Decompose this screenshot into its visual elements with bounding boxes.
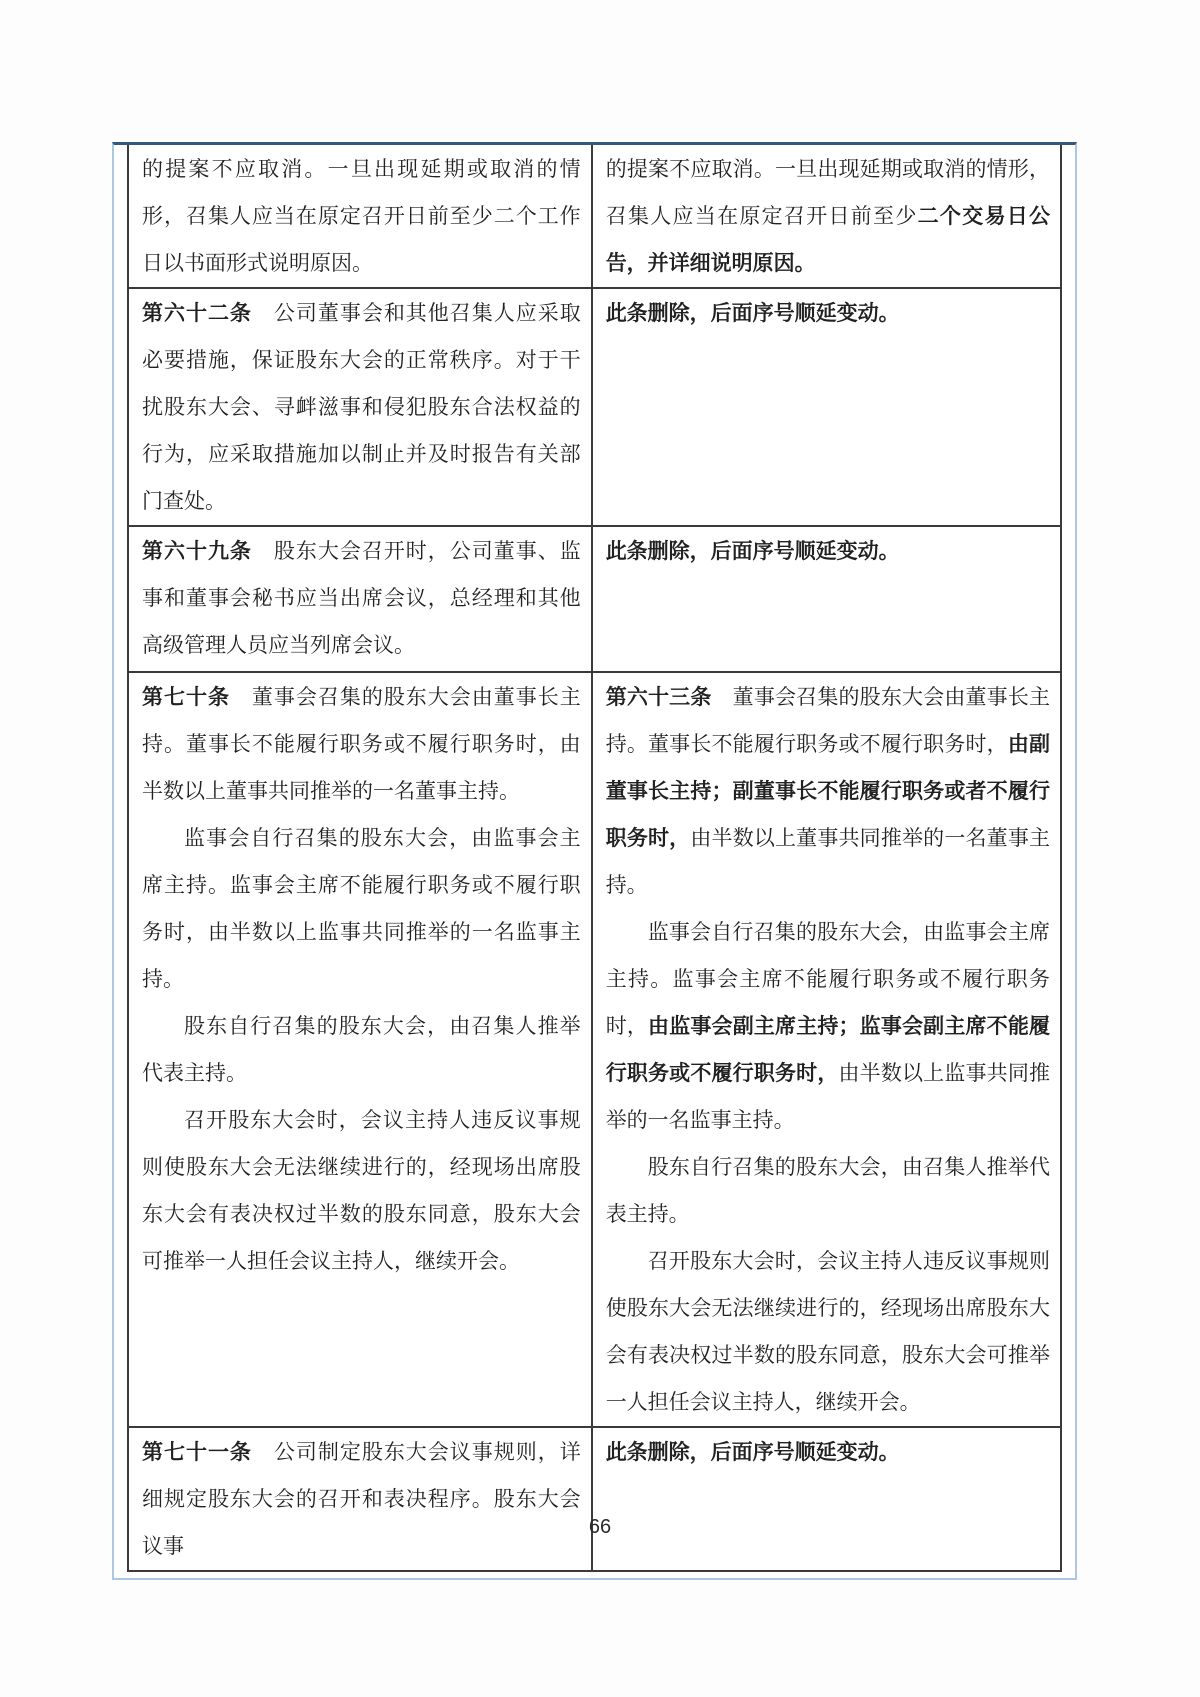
- paragraph: [142, 146, 581, 287]
- text-run: 召开股东大会时，会议主持人违反议事规则使股东大会无法继续进行的，经现场出席股东大会有表决权过半数的股东同意，股东大会可推举一人担任会议主持人，继续开会。: [142, 1108, 581, 1273]
- paragraph: [606, 909, 1050, 1144]
- table-cell-right: [592, 672, 1061, 1427]
- text-run: 监事会自行召集的股东大会，由监事会主席主持。监事会主席不能履行职务或不履行职务时，: [605, 920, 1050, 1038]
- text-run: 股东自行召集的股东大会，由召集人推举代表主持。: [142, 1014, 581, 1085]
- table-cell-right: [592, 288, 1061, 526]
- table-row: [128, 1427, 1061, 1571]
- text-run: 股东大会召开时，公司董事、监事和董事会秘书应当出席会议，总经理和其他高级管理人员应当列席会议。: [142, 539, 581, 657]
- paragraph: [606, 290, 1050, 337]
- page-number: 66: [588, 1516, 612, 1538]
- bold-text-run: 此条删除，后面序号顺延变动。: [605, 301, 900, 325]
- table-cell-left: [128, 288, 592, 526]
- paragraph: [142, 674, 581, 815]
- table-row: [128, 672, 1061, 1427]
- comparison-table-body: [128, 145, 1061, 1571]
- text-run: 公司董事会和其他召集人应采取必要措施，保证股东大会的正常秩序。对于干扰股东大会、寻衅滋事和侵犯股东合法权益的行为，应采取措施加以制止并及时报告有关部门查处。: [142, 301, 581, 513]
- table-cell-left: [128, 145, 592, 288]
- text-run: 的提案不应取消。一旦出现延期或取消的情形，召集人应当在原定召开日前至少二个工作日以书面形式说明原因。: [142, 157, 581, 275]
- bold-text-run: 由监事会副主席主持；监事会副主席不能履行职务或不履行职务时，: [605, 1014, 1051, 1085]
- bold-text-run: 第七十条: [142, 685, 230, 709]
- table-row: [128, 145, 1061, 288]
- table-cell-left: [128, 1427, 592, 1571]
- bold-text-run: 第六十三条: [605, 685, 712, 709]
- paragraph: [142, 528, 581, 669]
- paragraph: [142, 815, 581, 1003]
- text-run: 股东自行召集的股东大会，由召集人推举代表主持。: [605, 1155, 1050, 1226]
- bold-text-run: 此条删除，后面序号顺延变动。: [605, 1440, 900, 1464]
- paragraph: [606, 1144, 1050, 1238]
- paragraph: [606, 1238, 1050, 1426]
- bold-text-run: 第六十二条: [142, 301, 252, 325]
- table-cell-left: [128, 672, 592, 1427]
- paragraph: [142, 1429, 581, 1570]
- text-run: 召开股东大会时，会议主持人违反议事规则使股东大会无法继续进行的，经现场出席股东大会有表决权过半数的股东同意，股东大会可推举一人担任会议主持人，继续开会。: [605, 1249, 1050, 1414]
- comparison-table-frame: [112, 142, 1077, 1580]
- bold-text-run: 第七十一条: [142, 1440, 252, 1464]
- table-cell-right: [592, 145, 1061, 288]
- text-run: 监事会自行召集的股东大会，由监事会主席主持。监事会主席不能履行职务或不履行职务时，由半数以上监事共同推举的一名监事主持。: [142, 826, 581, 991]
- text-run: 董事会召集的股东大会由董事长主持。董事长不能履行职务或不履行职务时，: [605, 685, 1050, 756]
- bold-text-run: 二个交易日公告，并详细说明原因。: [605, 204, 1051, 275]
- table-cell-right: [592, 1427, 1061, 1571]
- text-run: 的提案不应取消。一旦出现延期或取消的情形，召集人应当在原定召开日前至少: [605, 157, 1050, 228]
- paragraph: [142, 1097, 581, 1285]
- bold-text-run: 第六十九条: [142, 539, 252, 563]
- text-run: 公司制定股东大会议事规则，详细规定股东大会的召开和表决程序。股东大会议事: [142, 1440, 581, 1558]
- paragraph: [606, 146, 1050, 287]
- text-run: 由半数以上监事共同推举的一名监事主持。: [605, 1061, 1051, 1132]
- paragraph: [606, 528, 1050, 575]
- table-cell-right: [592, 526, 1061, 672]
- table-cell-left: [128, 526, 592, 672]
- comparison-table: [127, 145, 1062, 1572]
- paragraph: [606, 1429, 1050, 1476]
- bold-text-run: 由副董事长主持；副董事长不能履行职务或者不履行职务时，: [605, 732, 1051, 850]
- bold-text-run: 此条删除，后面序号顺延变动。: [605, 539, 900, 563]
- table-row: [128, 288, 1061, 526]
- table-row: [128, 526, 1061, 672]
- paragraph: [142, 1003, 581, 1097]
- paragraph: [606, 674, 1050, 909]
- paragraph: [142, 290, 581, 525]
- text-run: 由半数以上董事共同推举的一名董事主持。: [605, 826, 1051, 897]
- text-run: 董事会召集的股东大会由董事长主持。董事长不能履行职务或不履行职务时，由半数以上董事共同推举的一名董事主持。: [142, 685, 581, 803]
